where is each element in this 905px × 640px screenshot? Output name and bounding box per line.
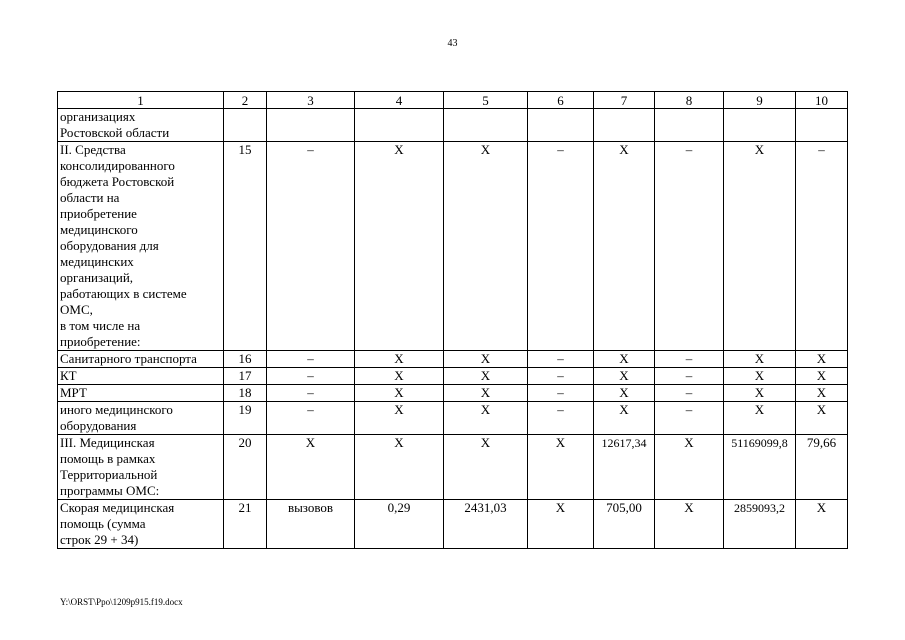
- table-cell-col-7: X: [594, 142, 655, 351]
- table-cell-col-6: –: [528, 368, 594, 385]
- table-cell-col-7: X: [594, 368, 655, 385]
- table-row: [58, 142, 848, 351]
- table-cell-col-3: вызовов: [267, 500, 355, 549]
- row-name-line: медицинского: [60, 222, 138, 237]
- row-name-line: оборудования: [60, 418, 137, 433]
- table-row: [58, 109, 848, 142]
- table-cell-col-7: 705,00: [594, 500, 655, 549]
- table-cell-col-6: [528, 109, 594, 142]
- row-name-line: Ростовской области: [60, 125, 170, 140]
- table-cell-col-2: [224, 109, 267, 142]
- table-cell-col-2: 16: [224, 351, 267, 368]
- table-cell-col-8: –: [655, 385, 724, 402]
- header-cell-col-5: 5: [444, 92, 528, 109]
- table-cell-col-6: X: [528, 435, 594, 500]
- table-cell-col-9: X: [724, 368, 796, 385]
- table-cell-col-9: [724, 109, 796, 142]
- row-name-line: МРТ: [60, 385, 87, 400]
- table-cell-col-5: X: [444, 351, 528, 368]
- table-cell-col-2: 19: [224, 402, 267, 435]
- row-name-line: организациях: [60, 109, 136, 124]
- row-name-cell: [58, 142, 224, 351]
- table-cell-col-6: –: [528, 142, 594, 351]
- table-cell-col-9: 51169099,8: [724, 435, 796, 500]
- header-cell-col-10: 10: [796, 92, 848, 109]
- row-name-cell: [58, 368, 224, 385]
- table-cell-col-10: X: [796, 368, 848, 385]
- table-row: [58, 351, 848, 368]
- header-cell-col-8: 8: [655, 92, 724, 109]
- table-cell-col-5: X: [444, 385, 528, 402]
- header-cell-col-9: 9: [724, 92, 796, 109]
- table-cell-col-2: 21: [224, 500, 267, 549]
- table-cell-col-4: X: [355, 385, 444, 402]
- row-name-line: области на: [60, 190, 120, 205]
- table-cell-col-6: –: [528, 385, 594, 402]
- row-name-cell: [58, 500, 224, 549]
- table-cell-col-4: 0,29: [355, 500, 444, 549]
- table-cell-col-9: X: [724, 385, 796, 402]
- row-name-cell: [58, 385, 224, 402]
- table-row: [58, 402, 848, 435]
- table-cell-col-6: –: [528, 351, 594, 368]
- table-cell-col-2: 18: [224, 385, 267, 402]
- table-cell-col-3: –: [267, 368, 355, 385]
- row-name-cell: [58, 402, 224, 435]
- row-name-line: помощь (сумма: [60, 516, 146, 531]
- header-cell-col-6: 6: [528, 92, 594, 109]
- table-header-row: [58, 92, 848, 109]
- table-cell-col-9: X: [724, 142, 796, 351]
- row-name-line: приобретение:: [60, 334, 141, 349]
- table-cell-col-10: X: [796, 385, 848, 402]
- row-name-line: медицинских: [60, 254, 134, 269]
- row-name-line: приобретение: [60, 206, 137, 221]
- table-cell-col-2: 15: [224, 142, 267, 351]
- table-cell-col-7: X: [594, 385, 655, 402]
- table-cell-col-9: X: [724, 402, 796, 435]
- table-cell-col-4: X: [355, 368, 444, 385]
- table-cell-col-3: [267, 109, 355, 142]
- table-cell-col-10: 79,66: [796, 435, 848, 500]
- row-name-line: Территориальной: [60, 467, 158, 482]
- table-cell-col-5: 2431,03: [444, 500, 528, 549]
- table-cell-col-4: [355, 109, 444, 142]
- table-cell-col-4: X: [355, 351, 444, 368]
- table-cell-col-3: –: [267, 385, 355, 402]
- table-cell-col-10: [796, 109, 848, 142]
- row-name-line: Скорая медицинская: [60, 500, 175, 515]
- table-cell-col-4: X: [355, 402, 444, 435]
- row-name-line: строк 29 + 34): [60, 532, 139, 547]
- row-name-line: в том числе на: [60, 318, 141, 333]
- table-cell-col-6: X: [528, 500, 594, 549]
- table-cell-col-10: X: [796, 351, 848, 368]
- header-cell-col-7: 7: [594, 92, 655, 109]
- table-row: [58, 500, 848, 549]
- table-cell-col-8: X: [655, 500, 724, 549]
- table-cell-col-8: –: [655, 402, 724, 435]
- row-name-cell: [58, 109, 224, 142]
- table-cell-col-5: X: [444, 368, 528, 385]
- table-row: [58, 435, 848, 500]
- table-cell-col-5: X: [444, 435, 528, 500]
- row-name-line: иного медицинского: [60, 402, 173, 417]
- table-cell-col-5: X: [444, 142, 528, 351]
- row-name-line: помощь в рамках: [60, 451, 156, 466]
- row-name-cell: [58, 351, 224, 368]
- data-table: [57, 91, 848, 549]
- row-name-line: ОМС,: [60, 302, 93, 317]
- table-cell-col-2: 20: [224, 435, 267, 500]
- table-cell-col-5: [444, 109, 528, 142]
- table-cell-col-3: X: [267, 435, 355, 500]
- header-cell-col-2: 2: [224, 92, 267, 109]
- table-cell-col-7: [594, 109, 655, 142]
- table-cell-col-3: –: [267, 351, 355, 368]
- row-name-line: оборудования для: [60, 238, 159, 253]
- table-cell-col-7: X: [594, 402, 655, 435]
- row-name-line: II. Средства: [60, 142, 126, 157]
- table-cell-col-8: –: [655, 142, 724, 351]
- table-cell-col-6: –: [528, 402, 594, 435]
- table-cell-col-8: –: [655, 351, 724, 368]
- table-cell-col-5: X: [444, 402, 528, 435]
- table-row: [58, 385, 848, 402]
- table-cell-col-7: X: [594, 351, 655, 368]
- row-name-cell: [58, 435, 224, 500]
- row-name-line: Санитарного транспорта: [60, 351, 197, 366]
- row-name-line: III. Медицинская: [60, 435, 155, 450]
- page-number: 43: [447, 38, 458, 49]
- table-row: [58, 368, 848, 385]
- table-cell-col-8: X: [655, 435, 724, 500]
- row-name-line: КТ: [60, 368, 77, 383]
- table-cell-col-9: X: [724, 351, 796, 368]
- table-cell-col-9: 2859093,2: [724, 500, 796, 549]
- footer-file-path: Y:\ORST\Ppo\1209p915.f19.docx: [60, 597, 183, 607]
- row-name-line: работающих в системе: [60, 286, 187, 301]
- header-cell-col-1: 1: [58, 92, 224, 109]
- table-cell-col-2: 17: [224, 368, 267, 385]
- table-cell-col-10: X: [796, 500, 848, 549]
- header-cell-col-4: 4: [355, 92, 444, 109]
- table-cell-col-10: X: [796, 402, 848, 435]
- row-name-line: организаций,: [60, 270, 134, 285]
- header-cell-col-3: 3: [267, 92, 355, 109]
- row-name-line: программы ОМС:: [60, 483, 160, 498]
- table-cell-col-8: –: [655, 368, 724, 385]
- row-name-line: консолидированного: [60, 158, 175, 173]
- table-cell-col-4: X: [355, 435, 444, 500]
- table-cell-col-8: [655, 109, 724, 142]
- table-cell-col-10: –: [796, 142, 848, 351]
- table-cell-col-3: –: [267, 142, 355, 351]
- table-cell-col-4: X: [355, 142, 444, 351]
- table-cell-col-7: 12617,34: [594, 435, 655, 500]
- row-name-line: бюджета Ростовской: [60, 174, 175, 189]
- table-cell-col-3: –: [267, 402, 355, 435]
